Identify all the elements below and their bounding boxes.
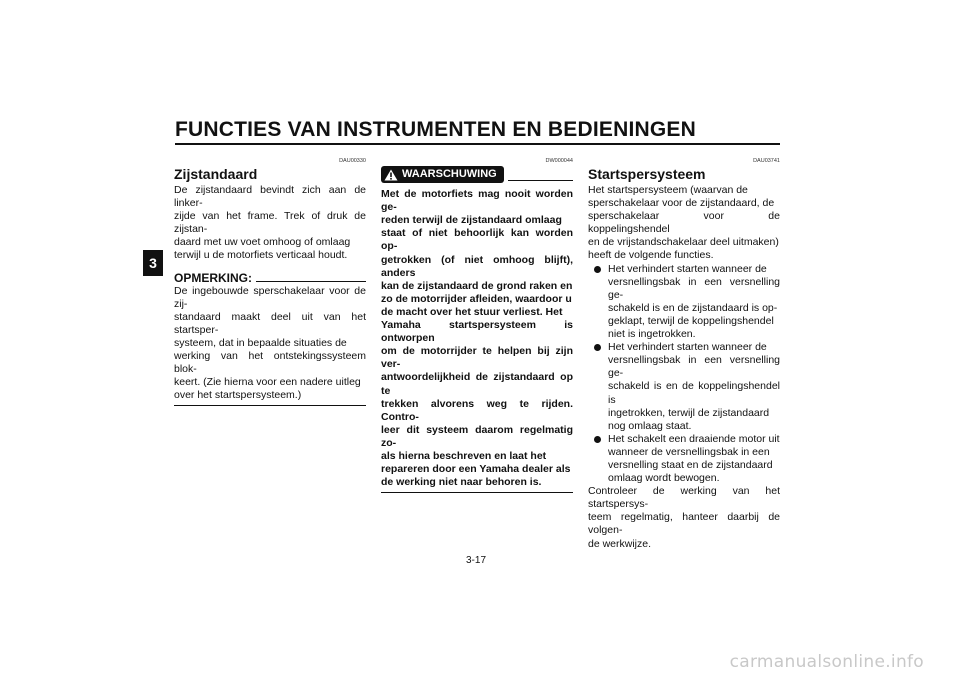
text-line: leer dit systeem daarom regelmatig zo- — [381, 423, 573, 449]
outro-text — [588, 485, 780, 550]
text-line: heeft de volgende functies. — [588, 249, 714, 262]
section-title-zijstandaard: Zijstandaard — [174, 166, 258, 182]
text-line: de werkwijze. — [588, 537, 652, 550]
text-line: Het verhindert starten wanneer de — [608, 341, 767, 354]
text-line: werking van het ontstekingssysteem blok- — [174, 350, 366, 376]
warning-badge — [381, 166, 504, 183]
text-line: versnellingsbak in een versnelling ge- — [608, 354, 780, 380]
text-line: zo de motorrijder afleiden, waardoor u — [381, 292, 572, 305]
note-header — [174, 271, 366, 285]
text-line: versnellingsbak in een versnelling ge- — [608, 275, 780, 301]
text-line: Met de motorfiets mag nooit worden ge- — [381, 188, 573, 214]
page-number: 3-17 — [466, 555, 487, 566]
text-line: wanneer de versnellingsbak in een — [608, 445, 770, 458]
text-line: versnelling staat en de zijstandaard — [608, 458, 773, 471]
text-line: zijde van het frame. Trek of druk de zijstan- — [174, 210, 366, 236]
column-zijstandaard — [174, 157, 366, 406]
text-line: staat of niet behoorlijk kan worden op- — [381, 227, 573, 253]
text-line: sperschakelaar voor de koppelingshendel — [588, 210, 780, 236]
text-line: trekken alvorens weg te rijden. Contro- — [381, 397, 573, 423]
note-end-rule — [174, 405, 366, 406]
text-line: nog omlaag staat. — [608, 419, 692, 432]
section-code: DAU03741 — [753, 158, 780, 164]
text-line: als hierna beschreven en laat het — [381, 449, 547, 462]
text-line: de macht over het stuur verliest. Het — [381, 305, 563, 318]
warning-label: WAARSCHUWING — [402, 168, 497, 180]
text-line: de werking niet naar behoren is. — [381, 476, 542, 489]
note-label: OPMERKING: — [174, 270, 252, 285]
intro-text — [588, 184, 780, 263]
page-header-title: FUNCTIES VAN INSTRUMENTEN EN BEDIENINGEN — [175, 118, 780, 145]
warning-rule — [508, 180, 573, 181]
warning-text — [381, 188, 573, 489]
text-line: repareren door een Yamaha dealer als — [381, 463, 571, 476]
column-warning — [381, 157, 573, 493]
text-line: ingetrokken, terwijl de zijstandaard — [608, 406, 770, 419]
section-title-startspersysteem: Startspersysteem — [588, 166, 706, 182]
function-list — [588, 263, 780, 486]
list-item — [588, 341, 780, 433]
bullet-icon — [594, 344, 601, 351]
list-item — [588, 433, 780, 485]
bullet-icon — [594, 266, 601, 273]
text-line: keert. (Zie hierna voor een nadere uitleg — [174, 376, 361, 389]
text-line: kan de zijstandaard de grond raken en — [381, 279, 573, 292]
bullet-icon — [594, 436, 601, 443]
list-item — [588, 263, 780, 342]
text-line: Het verhindert starten wanneer de — [608, 262, 767, 275]
text-line: over het startspersysteem.) — [174, 389, 302, 402]
chapter-tab: 3 — [143, 250, 163, 276]
text-line: getrokken (of niet omhoog blijft), anders — [381, 253, 573, 279]
text-line: niet is ingetrokken. — [608, 328, 696, 341]
text-line: systeem, dat in bepaalde situaties de — [174, 336, 347, 349]
text-line: Controleer de werking van het startspersys- — [588, 485, 780, 511]
text-line: reden terwijl de zijstandaard omlaag — [381, 214, 562, 227]
column-startspersysteem — [588, 157, 780, 551]
text-line: omlaag wordt bewogen. — [608, 472, 720, 485]
text-line: antwoordelijkheid de zijstandaard op te — [381, 371, 573, 397]
warning-header — [381, 166, 573, 183]
zijstandaard-text — [174, 184, 366, 263]
text-line: terwijl u de motorfiets verticaal houdt. — [174, 249, 348, 262]
text-line: Het schakelt een draaiende motor uit — [608, 432, 780, 445]
text-line: Yamaha startspersysteem is ontworpen — [381, 319, 573, 345]
section-code: DAU00330 — [339, 158, 366, 164]
text-line: De ingebouwde sperschakelaar voor de zij- — [174, 284, 366, 310]
text-line: geklapt, terwijl de koppelingshendel — [608, 314, 774, 327]
text-line: sperschakelaar voor de zijstandaard, de — [588, 197, 775, 210]
text-line: Het startspersysteem (waarvan de — [588, 184, 748, 196]
text-line: daard met uw voet omhoog of omlaag — [174, 236, 351, 249]
note-rule — [256, 281, 366, 282]
text-line: schakeld is en de zijstandaard is op- — [608, 301, 778, 314]
text-line: teem regelmatig, hanteer daarbij de volgen- — [588, 511, 780, 537]
text-line: schakeld is en de koppelingshendel is — [608, 380, 780, 406]
warning-triangle-icon — [384, 169, 398, 181]
section-code: DW000044 — [545, 158, 573, 164]
text-line: De zijstandaard bevindt zich aan de linker- — [174, 184, 366, 210]
note-text — [174, 285, 366, 403]
text-line: om de motorrijder te helpen bij zijn ver- — [381, 345, 573, 371]
text-line: en de vrijstandschakelaar deel uitmaken) — [588, 236, 779, 249]
warning-end-rule — [381, 492, 573, 493]
text-line: standaard maakt deel uit van het startsper- — [174, 310, 366, 336]
watermark: carmanualsonline.info — [729, 652, 924, 672]
